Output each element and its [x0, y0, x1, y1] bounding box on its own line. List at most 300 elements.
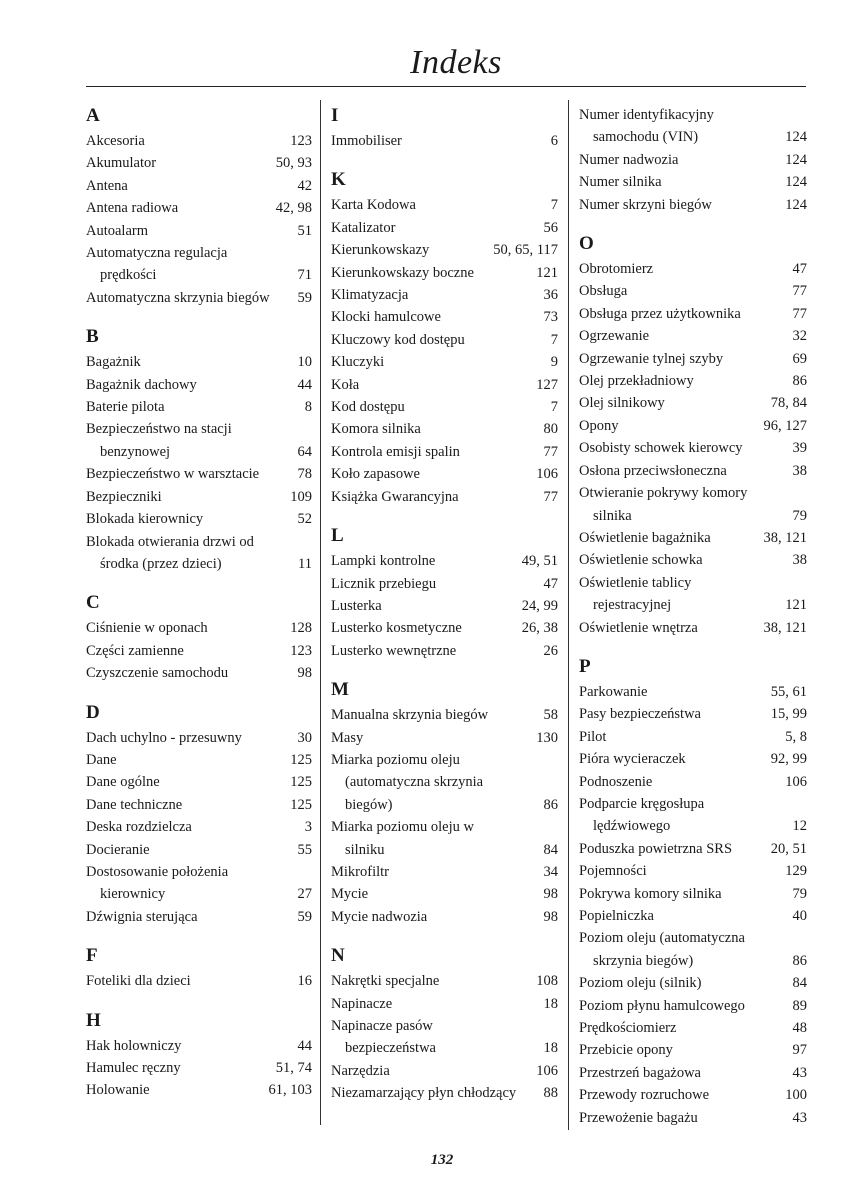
entry-term: [579, 617, 764, 639]
entry-term-line: Mycie nadwozia: [331, 908, 428, 925]
entry-term-line: Klocki hamulcowe: [331, 309, 441, 326]
entry-term: [331, 262, 536, 284]
title-underline: [86, 86, 806, 87]
entry-term: [579, 681, 771, 703]
index-entry: [86, 418, 312, 463]
entry-pages: 79: [792, 507, 807, 524]
entry-pages: 96, 127: [763, 417, 807, 434]
entry-term-line: Bezpieczeństwo w warsztacie: [86, 466, 260, 483]
index-entry: [579, 527, 807, 549]
entry-term: [86, 531, 298, 576]
entry-term: [86, 374, 298, 396]
entry-term: [579, 838, 771, 860]
section-letter: F: [86, 945, 98, 967]
entry-pages: 80: [543, 421, 558, 438]
index-section: [86, 944, 312, 992]
entry-term: [579, 860, 785, 882]
index-entry: [86, 220, 312, 242]
index-entry: [579, 303, 807, 325]
entry-pages: 86: [543, 796, 558, 813]
section-letter: O: [579, 233, 594, 255]
entry-term: [331, 1015, 544, 1060]
index-entry: [579, 995, 807, 1017]
entry-term: [331, 130, 551, 152]
entry-term-line: Klimatyzacja: [331, 287, 409, 304]
entry-pages: 55: [297, 841, 312, 858]
entry-term: [579, 1107, 793, 1129]
entry-term-line: Ogrzewanie tylnej szyby: [579, 350, 724, 367]
entry-term: [86, 242, 298, 287]
entry-term-line: Kluczyki: [331, 354, 385, 371]
entry-pages: 123: [290, 642, 312, 659]
index-column-1: [86, 104, 312, 1102]
index-entry: [86, 351, 312, 373]
entry-term-line: Napinacze: [331, 995, 393, 1012]
index-entry: [86, 287, 312, 309]
entry-term: [86, 640, 290, 662]
index-entry: [579, 771, 807, 793]
index-section: [579, 232, 807, 639]
entry-pages: 77: [543, 488, 558, 505]
entry-pages: 64: [297, 443, 312, 460]
index-entry: [579, 460, 807, 482]
entry-term-continuation: benzynowej: [100, 443, 171, 460]
index-entry: [579, 194, 807, 216]
entry-term: [86, 197, 276, 219]
entry-pages: 124: [785, 129, 807, 146]
entry-pages: 39: [792, 440, 807, 457]
entry-term-line: Podnoszenie: [579, 773, 653, 790]
entry-term: [86, 418, 298, 463]
entry-term: [331, 816, 544, 861]
index-entry: [331, 329, 558, 351]
entry-term-line: Automatyczna skrzynia biegów: [86, 289, 270, 306]
entry-pages: 77: [543, 443, 558, 460]
entry-term: [331, 595, 522, 617]
entry-term-continuation: (automatyczna skrzynia: [345, 774, 484, 791]
entry-term: [331, 617, 522, 639]
index-entry: [86, 839, 312, 861]
entry-term-line: Numer skrzyni biegów: [579, 196, 712, 213]
index-section: [86, 701, 312, 929]
entry-term-line: Miarka poziomu oleju: [331, 751, 460, 768]
index-entry: [579, 1107, 807, 1129]
entry-term-continuation: silnika: [593, 507, 632, 524]
entry-term-continuation: lędźwiowego: [593, 818, 671, 835]
index-entry: [86, 242, 312, 287]
index-entry: [331, 374, 558, 396]
entry-pages: 7: [550, 331, 558, 348]
entry-term-line: Antena radiowa: [86, 200, 179, 217]
entry-term: [86, 662, 298, 684]
entry-term-line: Oświetlenie tablicy: [579, 574, 692, 591]
entry-term: [579, 348, 793, 370]
index-entry: [579, 437, 807, 459]
entry-term: [579, 104, 785, 149]
entry-term: [579, 1084, 785, 1106]
entry-term-line: Kierunkowskazy boczne: [331, 264, 474, 281]
index-entry: [331, 463, 558, 485]
entry-term-line: Antena: [86, 177, 128, 194]
section-letter: K: [331, 169, 346, 191]
index-entry: [579, 370, 807, 392]
index-entry: [331, 351, 558, 373]
entry-term-line: Części zamienne: [86, 642, 184, 659]
section-letter: N: [331, 945, 345, 967]
entry-term: [86, 175, 298, 197]
entry-pages: 51: [297, 222, 312, 239]
entry-pages: 106: [536, 1062, 558, 1079]
entry-term-line: Popielniczka: [579, 908, 654, 924]
entry-pages: 12: [792, 818, 807, 835]
entry-term-line: Ciśnienie w oponach: [86, 620, 208, 637]
index-column-3: [579, 104, 807, 1129]
entry-term: [579, 171, 785, 193]
entry-term-line: Napinacze pasów: [331, 1018, 433, 1034]
entry-pages: 16: [297, 973, 312, 990]
entry-term-line: Docieranie: [86, 841, 150, 858]
entry-term-line: Olej przekładniowy: [579, 373, 694, 390]
index-entry: [86, 463, 312, 485]
index-entry: [331, 262, 558, 284]
entry-term-line: Parkowanie: [579, 683, 648, 700]
entry-pages: 86: [792, 952, 807, 969]
entry-term: [579, 726, 785, 748]
entry-pages: 73: [543, 309, 558, 326]
entry-term: [331, 1082, 544, 1104]
entry-term-line: Czyszczenie samochodu: [86, 665, 229, 682]
entry-term-line: Numer identyfikacyjny: [579, 107, 714, 123]
index-entry: [331, 595, 558, 617]
entry-term-line: Masy: [331, 729, 364, 746]
entry-pages: 89: [792, 997, 807, 1014]
entry-term-line: Koła: [331, 376, 360, 393]
entry-pages: 124: [785, 174, 807, 191]
entry-term-line: Pasy bezpieczeństwa: [579, 706, 701, 723]
index-entry: [579, 415, 807, 437]
entry-term: [579, 482, 793, 527]
entry-term: [579, 1062, 793, 1084]
entry-term-line: Miarka poziomu oleju w: [331, 819, 474, 836]
entry-term: [579, 194, 785, 216]
entry-pages: 109: [290, 488, 312, 505]
entry-pages: 8: [304, 399, 312, 416]
entry-term-line: Oświetlenie wnętrza: [579, 619, 698, 636]
index-entry: [579, 280, 807, 302]
index-entry: [331, 396, 558, 418]
entry-term-line: Oświetlenie schowka: [579, 552, 703, 569]
entry-term-line: Hak holowniczy: [86, 1037, 182, 1054]
index-entry: [86, 727, 312, 749]
entry-term: [86, 287, 298, 309]
entry-term: [579, 415, 764, 437]
entry-pages: 59: [297, 289, 312, 306]
entry-term-line: Koło zapasowe: [331, 466, 420, 483]
entry-term-line: Dach uchylno - przesuwny: [86, 729, 242, 746]
index-entry: [579, 572, 807, 617]
entry-pages: 130: [536, 729, 558, 746]
entry-term: [579, 370, 793, 392]
section-letter: B: [86, 326, 99, 348]
entry-term: [331, 550, 522, 572]
entry-term: [86, 508, 298, 530]
entry-term: [86, 152, 276, 174]
entry-pages: 47: [543, 575, 558, 592]
entry-term-line: Automatyczna regulacja: [86, 245, 228, 262]
entry-term-continuation: rejestracyjnej: [593, 597, 672, 614]
index-entry: [579, 1017, 807, 1039]
entry-pages: 79: [792, 885, 807, 902]
index-section: [86, 325, 312, 575]
entry-term: [331, 749, 544, 816]
entry-term: [579, 1017, 793, 1039]
entry-term-line: Baterie pilota: [86, 399, 165, 416]
entry-pages: 77: [792, 305, 807, 322]
entry-term-line: Nakrętki specjalne: [331, 973, 440, 990]
entry-term: [579, 527, 764, 549]
entry-term-line: Prędkościomierz: [579, 1020, 677, 1037]
entry-term-continuation: środka (przez dzieci): [100, 555, 222, 572]
entry-term-continuation: silniku: [345, 841, 385, 858]
entry-pages: 59: [297, 908, 312, 925]
entry-pages: 71: [297, 267, 312, 284]
entry-pages: 121: [785, 597, 807, 614]
index-entry: [579, 681, 807, 703]
entry-pages: 7: [550, 399, 558, 416]
entry-term-continuation: skrzynia biegów): [593, 952, 694, 969]
index-entry: [86, 486, 312, 508]
index-entry: [86, 970, 312, 992]
entry-term: [331, 993, 544, 1015]
entry-term-continuation: kierownicy: [100, 886, 166, 903]
entry-term-line: Blokada otwierania drzwi od: [86, 533, 254, 550]
entry-term: [86, 1057, 276, 1079]
index-entry: [86, 662, 312, 684]
entry-term-line: Numer silnika: [579, 174, 662, 191]
index-entry: [86, 1079, 312, 1101]
entry-term-line: Kontrola emisji spalin: [331, 443, 460, 460]
entry-pages: 34: [543, 863, 558, 880]
entry-term-line: Pilot: [579, 728, 607, 745]
entry-term: [579, 460, 793, 482]
entry-term: [331, 463, 536, 485]
entry-term-line: Narzędzia: [331, 1062, 390, 1079]
entry-pages: 50, 93: [275, 155, 312, 172]
entry-term: [331, 418, 544, 440]
index-entry: [331, 617, 558, 639]
index-entry: [86, 794, 312, 816]
entry-term-line: Niezamarzający płyn chłodzący: [331, 1085, 517, 1102]
entry-term-line: Lusterka: [331, 597, 382, 614]
entry-term-line: Lusterko wewnętrzne: [331, 642, 457, 659]
entry-pages: 49, 51: [521, 553, 558, 570]
index-entry: [331, 194, 558, 216]
entry-pages: 7: [550, 197, 558, 214]
entry-term-line: Dostosowanie położenia: [86, 863, 229, 880]
entry-term: [331, 217, 544, 239]
entry-term: [331, 239, 493, 261]
index-entry: [579, 171, 807, 193]
entry-term: [579, 927, 793, 972]
entry-term: [579, 303, 793, 325]
index-entry: [579, 838, 807, 860]
entry-term: [331, 194, 551, 216]
index-section: [331, 168, 558, 508]
entry-term: [331, 306, 544, 328]
entry-pages: 48: [792, 1020, 807, 1037]
index-entry: [331, 1060, 558, 1082]
entry-term: [579, 883, 793, 905]
index-entry: [331, 284, 558, 306]
index-entry: [331, 441, 558, 463]
entry-term-line: Immobiliser: [331, 133, 402, 149]
entry-pages: 56: [543, 219, 558, 236]
index-entry: [86, 508, 312, 530]
entry-term: [86, 839, 298, 861]
entry-term-continuation: bezpieczeństwa: [345, 1040, 436, 1057]
entry-pages: 125: [290, 774, 312, 791]
entry-term-line: Poziom oleju (silnik): [579, 975, 702, 992]
entry-term-line: Akumulator: [86, 155, 157, 172]
entry-pages: 129: [785, 863, 807, 880]
entry-term-line: Blokada kierownicy: [86, 511, 204, 528]
index-entry: [579, 104, 807, 149]
entry-pages: 106: [785, 773, 807, 790]
entry-term: [86, 771, 290, 793]
entry-term: [86, 861, 298, 906]
entry-term-line: Przewożenie bagażu: [579, 1109, 698, 1126]
entry-term: [86, 486, 290, 508]
entry-term: [579, 972, 793, 994]
entry-term: [331, 1060, 536, 1082]
entry-term-line: Obsługa przez użytkownika: [579, 305, 741, 322]
index-entry: [579, 392, 807, 414]
entry-pages: 11: [298, 555, 312, 572]
section-letter: D: [86, 701, 100, 723]
entry-term: [86, 1035, 298, 1057]
entry-pages: 44: [297, 376, 312, 393]
index-entry: [86, 531, 312, 576]
entry-term-line: Poziom oleju (automatyczna: [579, 930, 745, 947]
index-section: [331, 678, 558, 928]
index-entry: [579, 348, 807, 370]
entry-pages: 69: [792, 350, 807, 367]
entry-term: [331, 396, 551, 418]
entry-pages: 42: [297, 177, 312, 194]
entry-term-line: Poziom płynu hamulcowego: [579, 997, 745, 1014]
index-entry: [579, 549, 807, 571]
index-entry: [331, 906, 558, 928]
index-entry: [86, 640, 312, 662]
entry-term: [331, 486, 544, 508]
entry-term-line: Kierunkowskazy: [331, 242, 430, 259]
entry-term: [331, 970, 536, 992]
entry-term-line: Deska rozdzielcza: [86, 819, 192, 836]
entry-pages: 125: [290, 796, 312, 813]
entry-pages: 10: [297, 354, 312, 371]
entry-term-continuation: biegów): [345, 796, 393, 813]
entry-term-line: Przewody rozruchowe: [579, 1087, 710, 1104]
entry-term: [86, 463, 298, 485]
entry-term-line: Książka Gwarancyjna: [331, 488, 459, 505]
section-letter: M: [331, 679, 349, 701]
column-divider: [320, 100, 321, 1125]
index-entry: [331, 1015, 558, 1060]
entry-pages: 77: [792, 283, 807, 300]
entry-term-line: Numer nadwozia: [579, 151, 679, 168]
entry-term: [331, 640, 544, 662]
index-entry: [579, 1084, 807, 1106]
entry-pages: 98: [543, 908, 558, 925]
entry-term: [579, 793, 793, 838]
entry-pages: 26, 38: [521, 620, 558, 637]
entry-term-line: Poduszka powietrzna SRS: [579, 840, 733, 857]
index-entry: [579, 748, 807, 770]
entry-pages: 121: [536, 264, 558, 281]
entry-term-line: Komora silnika: [331, 421, 421, 438]
entry-term: [579, 549, 793, 571]
index-section: [579, 655, 807, 1129]
entry-term-line: Bezpieczeństwo na stacji: [86, 421, 232, 438]
entry-term-line: Kluczowy kod dostępu: [331, 331, 465, 348]
index-column-2: [331, 104, 558, 1105]
entry-term-line: Akcesoria: [86, 133, 145, 149]
entry-term: [331, 573, 544, 595]
index-entry: [579, 793, 807, 838]
index-entry: [579, 726, 807, 748]
section-letter: C: [86, 592, 100, 614]
index-entry: [331, 573, 558, 595]
section-letter: H: [86, 1009, 101, 1031]
entry-term-line: Opony: [579, 417, 619, 434]
entry-term: [331, 883, 544, 905]
entry-pages: 42, 98: [275, 200, 312, 217]
index-entry: [86, 374, 312, 396]
entry-term-line: Bezpieczniki: [86, 488, 162, 505]
entry-pages: 98: [297, 665, 312, 682]
index-entry: [331, 816, 558, 861]
entry-term-line: Ogrzewanie: [579, 328, 650, 345]
entry-pages: 26: [543, 642, 558, 659]
section-letter: A: [86, 105, 100, 126]
entry-term-line: Otwieranie pokrywy komory: [579, 485, 748, 502]
index-entry: [579, 860, 807, 882]
entry-pages: 98: [543, 886, 558, 903]
entry-term: [86, 794, 290, 816]
entry-term: [331, 906, 544, 928]
index-entry: [331, 1082, 558, 1104]
entry-term: [331, 374, 536, 396]
entry-term: [579, 258, 793, 280]
index-entry: [86, 152, 312, 174]
entry-term: [331, 441, 544, 463]
entry-pages: 124: [785, 151, 807, 168]
entry-pages: 18: [543, 1040, 558, 1057]
entry-term: [86, 130, 290, 152]
entry-term-line: Autoalarm: [86, 222, 149, 239]
entry-term: [331, 727, 536, 749]
entry-term: [331, 704, 544, 726]
page-number: 132: [430, 1152, 454, 1168]
index-entry: [86, 1057, 312, 1079]
index-entry: [86, 816, 312, 838]
entry-pages: 78: [297, 466, 312, 483]
entry-pages: 38, 121: [763, 529, 807, 546]
index-entry: [579, 617, 807, 639]
index-entry: [579, 482, 807, 527]
entry-term-line: Kod dostępu: [331, 399, 405, 416]
entry-term-line: Dane ogólne: [86, 774, 160, 791]
